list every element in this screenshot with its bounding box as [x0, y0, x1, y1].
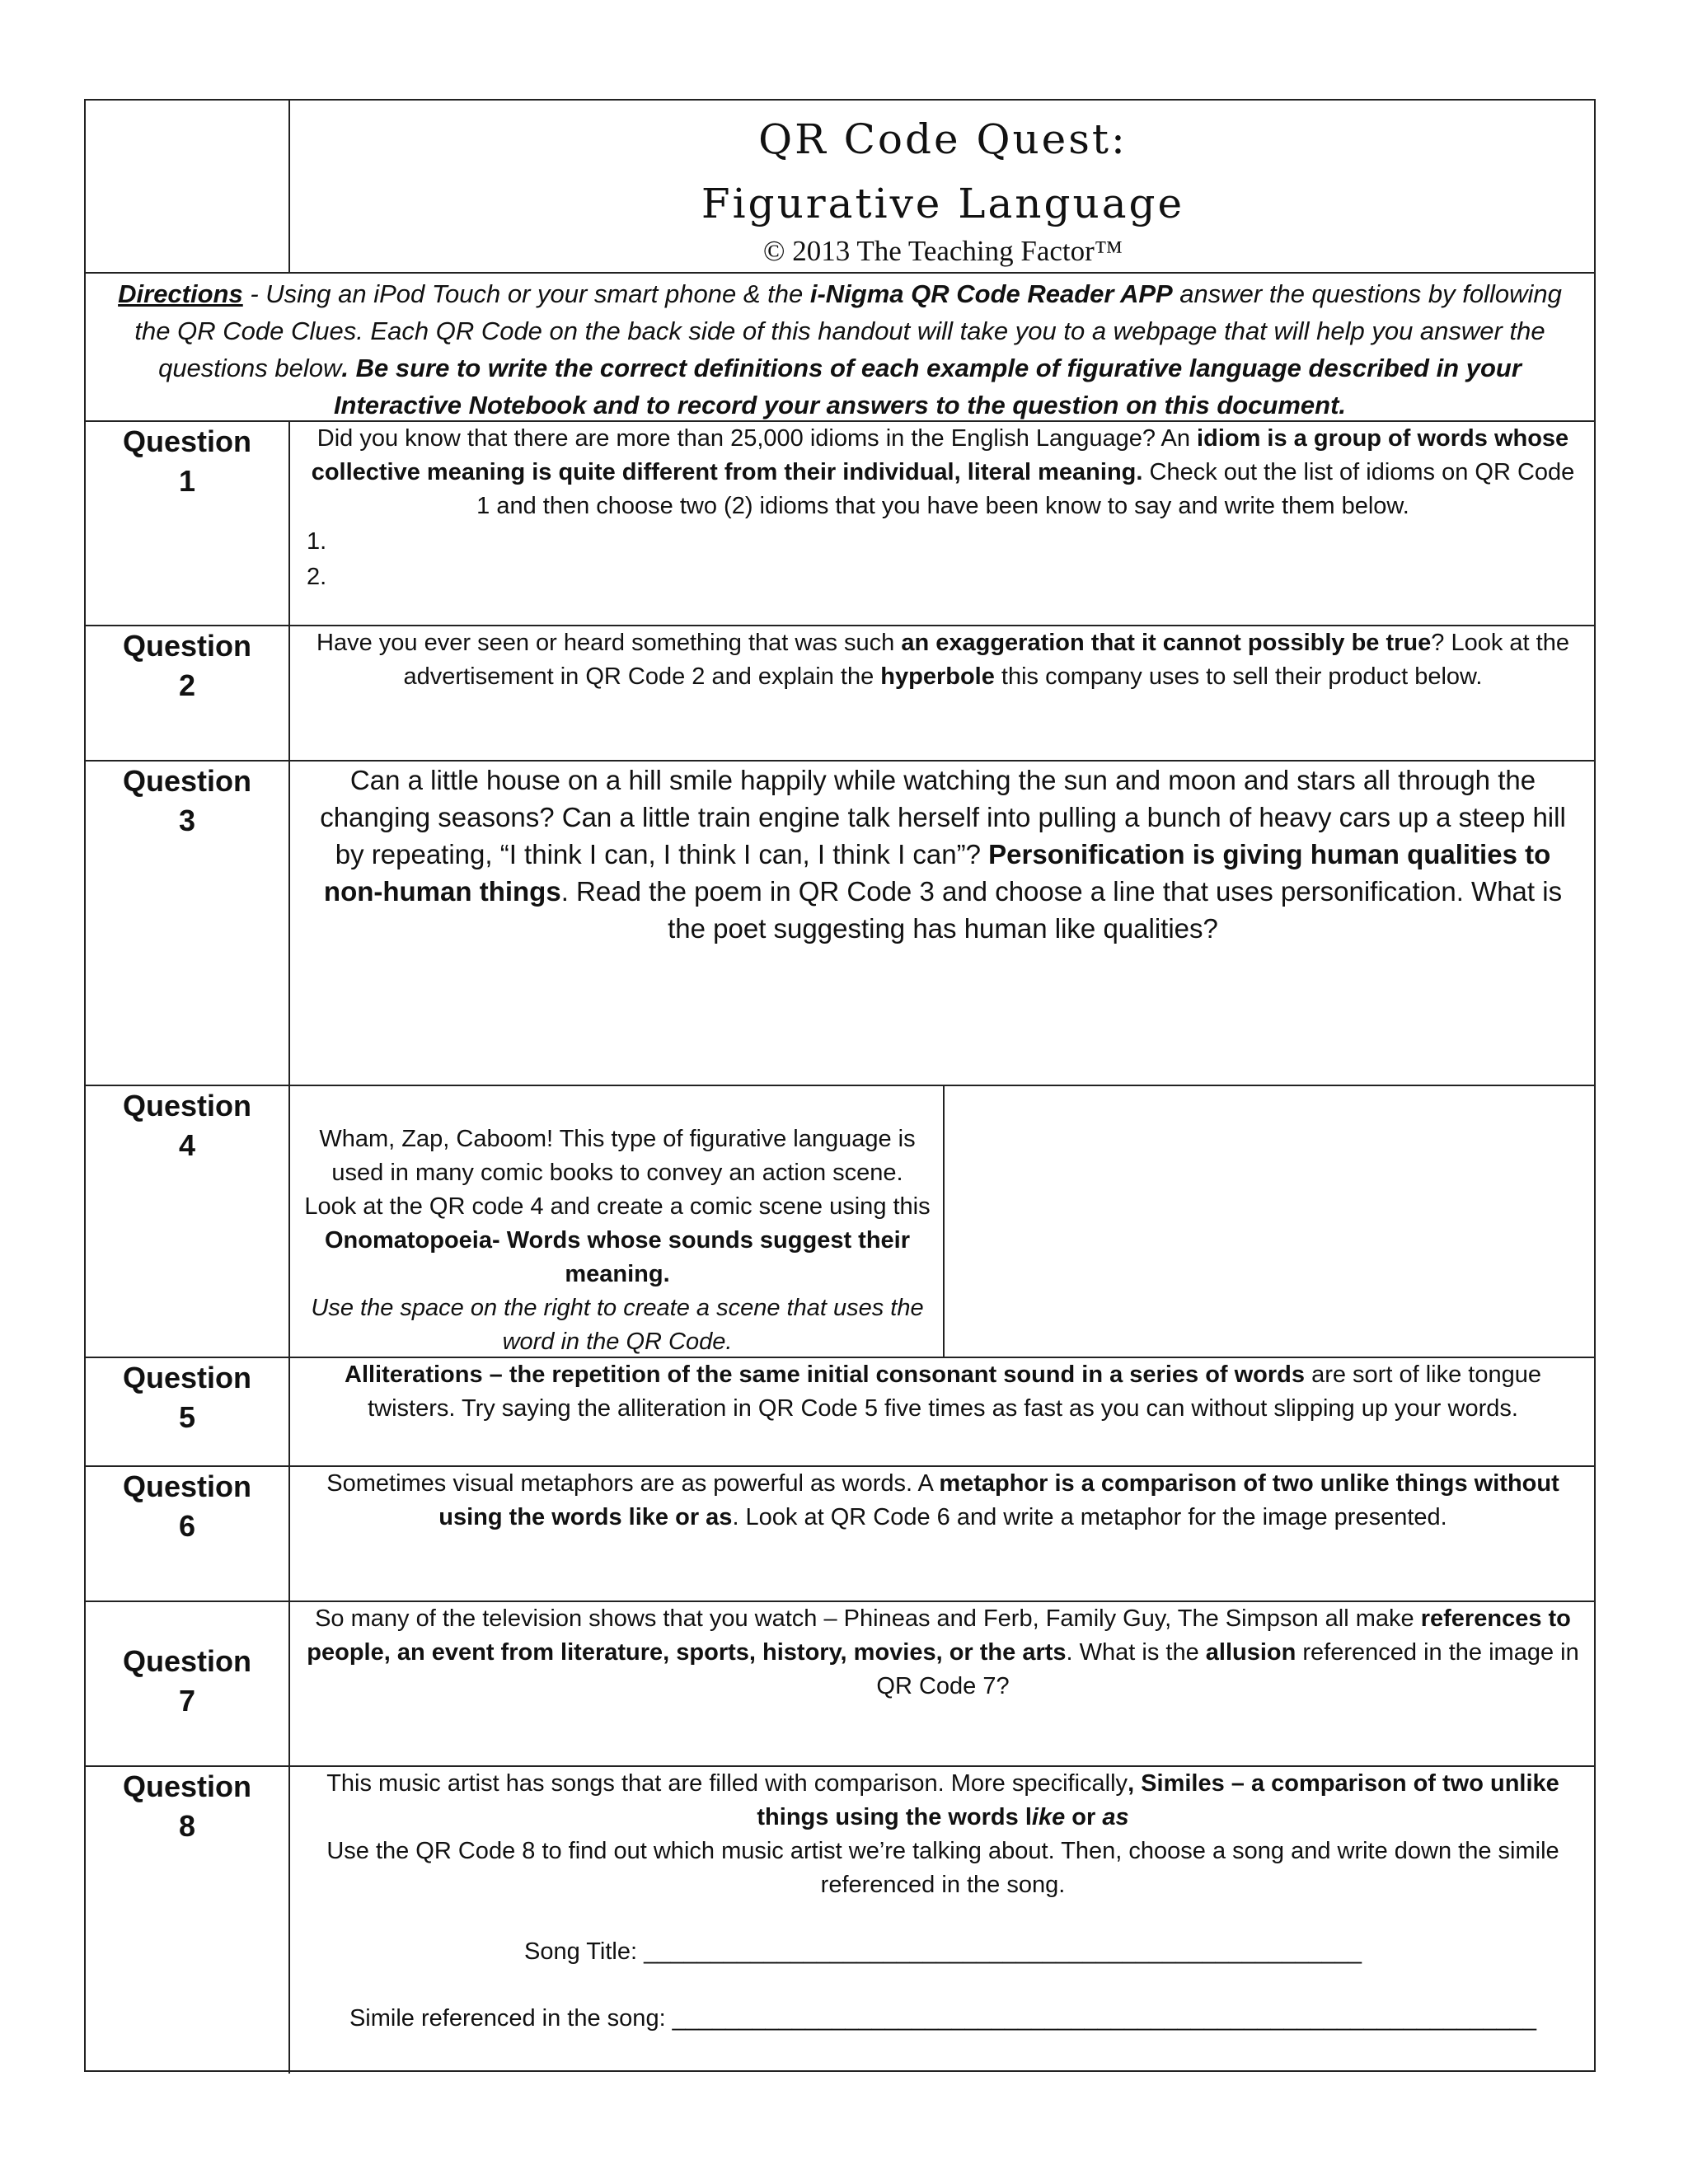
directions-app: i-Nigma QR Code Reader APP: [809, 279, 1173, 308]
song-title-line: Song Title: ______________________________________________________: [523, 1938, 1362, 1965]
directions-heading: Directions: [118, 279, 243, 308]
question-2-text: Have you ever seen or heard something that was such an exaggeration that it cannot possibly be true? Look at the advertisement in QR Code 2 and explain the hyperbole this company uses to sell their product below.: [316, 630, 1569, 690]
directions-bold-end: . Be sure to write the correct definitions of each example of figurative language described in your Interactive Notebook and to record your answers to the question on this document.: [333, 354, 1522, 419]
question-6-row: [86, 1465, 1594, 1601]
question-8-row: [86, 1765, 1594, 2074]
simile-line: Simile referenced in the song: _________________________________________________________________: [349, 2005, 1537, 2032]
worksheet-table: [84, 99, 1596, 2072]
question-4-label: Question 4: [86, 1086, 290, 1357]
question-7-text: So many of the television shows that you watch – Phineas and Ferb, Family Guy, The Simpson all make references to people, an event from literature, sports, history, movies, or the arts. What is the allusion referenced in the image in QR Code 7?: [307, 1605, 1579, 1699]
question-7-label: Question 7: [86, 1602, 290, 1765]
question-1-row: [86, 420, 1594, 625]
header-blank-cell: [86, 101, 290, 272]
question-6-text: Sometimes visual metaphors are as powerful as words. A metaphor is a comparison of two unlike things without using the words like or as. Look at QR Code 6 and write a metaphor for the image presented.: [326, 1470, 1559, 1530]
question-6-label: Question 6: [86, 1467, 290, 1601]
question-3-row: [86, 760, 1594, 1085]
comic-scene-box: [943, 1086, 945, 1357]
copyright: © 2013 The Teaching Factor™: [762, 235, 1123, 267]
question-7-row: [86, 1601, 1594, 1765]
question-8-label: Question 8: [86, 1767, 290, 2074]
header-title-cell: [292, 101, 1594, 272]
question-3-text: Can a little house on a hill smile happily while watching the sun and moon and stars all through the changing seasons? Can a little train engine talk herself into pulling a bunch of heavy cars up a steep hill by repeating, “I think I can, I think I can, I think I can”? Personification is giving human qualities to non-human things. Read the poem in QR Code 3 and choose a line that uses personification. What is the poet suggesting has human like qualities?: [320, 765, 1566, 944]
question-2-row: [86, 625, 1594, 760]
question-1-label: Question 1: [86, 422, 290, 625]
question-5-label: Question 5: [86, 1358, 290, 1465]
question-4-text: Wham, Zap, Caboom! This type of figurative language is used in many comic books to convey an action scene. Look at the QR code 4 and create a comic scene using this Onomatopoeia- Words whose sounds suggest their meaning. Use the space on the right to create a scene that uses the word in the QR Code.: [304, 1126, 931, 1355]
directions-part1: - Using an iPod Touch or your smart phone & the: [242, 279, 810, 308]
question-3-label: Question 3: [86, 762, 290, 1085]
question-8-text: This music artist has songs that are filled with comparison. More specifically, Similes – a comparison of two unlike things using the words like or as Use the QR Code 8 to find out which music artist we’re talking about. Then, choose a song and write down the simile referenced in the song. Song Title: ______________________________________________________ Simile referenced in the song: _________________________________________________________________: [292, 1767, 1594, 2074]
question-5-text: Alliterations – the repetition of the same initial consonant sound in a series of words are sort of like tongue twisters. Try saying the alliteration in QR Code 5 five times as fast as you can without slipping up your words.: [345, 1361, 1541, 1422]
title-line-2: Figurative Language: [701, 180, 1185, 227]
directions-row: [86, 272, 1594, 420]
title-line-1: QR Code Quest:: [758, 115, 1128, 163]
answer-1: 1.: [307, 528, 327, 555]
directions-text: [86, 274, 1594, 420]
question-4-row: [86, 1085, 1594, 1357]
header-row: [86, 101, 1594, 272]
question-5-row: [86, 1357, 1594, 1465]
question-1-text: Did you know that there are more than 25,000 idioms in the English Language? An idiom is a group of words whose collective meaning is quite different from their individual, literal meaning. Check out the list of idioms on QR Code 1 and then choose two (2) idioms that you have been know to say and write them below. 1. 2.: [292, 422, 1594, 625]
question-2-label: Question 2: [86, 626, 290, 760]
directions-part2: answer the questions by following the QR Code Clues. Each QR Code on the back side of this handout will take you to a webpage that will help you answer the questions below: [134, 279, 1562, 382]
answer-2: 2.: [307, 564, 327, 590]
